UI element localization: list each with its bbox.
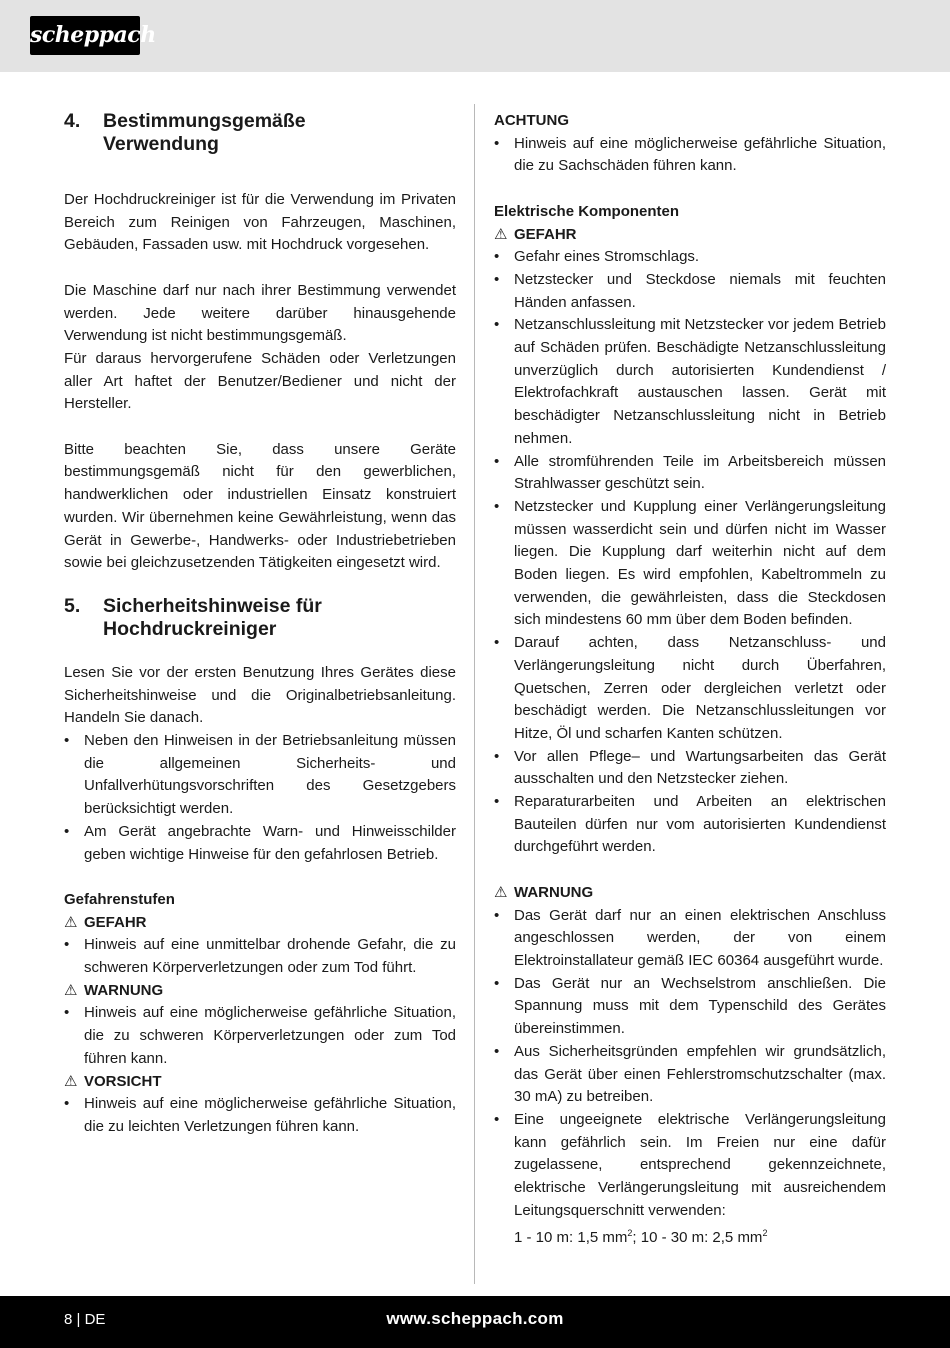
list-item: • Darauf achten, dass Netzanschluss- und Verlängerungsleitung nicht durch Überfahren, Quetschen, Zerren oder dergleichen verletzt oder beschädigt werden. Die Netzanschlussleitungen vor Hitze, Öl und scharfen Kanten schützen. [494,632,886,746]
list-item: • Vor allen Pflege– und Wartungsarbeiten das Gerät ausschalten und den Netzstecker ziehen. [494,746,886,791]
title-line: Bestimmungsgemäße [103,110,306,132]
list-item: • Gefahr eines Stromschlags. [494,246,886,269]
bullet-list [64,934,456,979]
subheading: Elektrische Komponenten [494,202,680,220]
list-item: • Am Gerät angebrachte Warn- und Hinweisschilder geben wichtige Hinweise für den gefahrlosen Betrieb. [64,821,456,866]
warning-triangle-icon: ⚠ [64,913,78,931]
label-text: WARNUNG [84,981,164,999]
list-item: • Neben den Hinweisen in der Betriebsanleitung müssen die allgemeinen Sicherheits- und Unfallverhütungsvorschriften des Gesetzgebers berücksichtigt werden. [64,730,456,821]
section-4-heading [64,110,456,156]
warnung-label [494,882,886,905]
list-item: • Netzanschlussleitung mit Netzstecker vor jedem Betrieb auf Schäden prüfen. Beschädigte Netzanschlussleitung unverzüglich durch autorisierten Kundendienst / Elektrofachkraft austauschen lassen. Gerät mit beschädigter Netzanschlussleitung nicht in Betrieb nehmen. [494,314,886,450]
list-item: • Aus Sicherheitsgründen empfehlen wir grundsätzlich, das Gerät über einen Fehlerstromschutzschalter (max. 30 mA) zu betreiben. [494,1041,886,1109]
list-item [494,1109,886,1250]
page-footer [0,1296,950,1348]
label-text: VORSICHT [84,1072,162,1090]
cable-spec-b: ; 10 - 30 m: 2,5 mm [632,1229,763,1247]
list-item-text: Eine ungeeignete elektrische Verlängerungsleitung kann gefährlich sein. Im Freien nur eine dafür zugelassene, entsprechend gekennzeichnete, elektrische Verlängerungsleitung mit ausreichendem Leitungsquerschnitt verwenden: [514,1110,886,1219]
list-item: • Hinweis auf eine unmittelbar drohende Gefahr, die zu schweren Körperverletzungen oder zum Tod führt. [64,934,456,979]
list-item: • Das Gerät darf nur an einen elektrischen Anschluss angeschlossen werden, der von einem Elektroinstallateur gemäß IEC 60364 ausgeführt wurde. [494,905,886,973]
page-number: 8 | DE [64,1311,106,1328]
brand-logo [30,16,156,55]
logo-text: scheppach [30,22,156,48]
list-item: • Alle stromführenden Teile im Arbeitsbereich müssen Strahlwasser geschützt sein. [494,451,886,496]
list-item: • Hinweis auf eine möglicherweise gefährliche Situation, die zu leichten Verletzungen führen kann. [64,1093,456,1138]
bullet-list [64,1093,456,1138]
title-line: Sicherheitshinweise für [103,594,322,617]
cable-spec-a: 1 - 10 m: 1,5 mm [514,1229,628,1247]
cable-spec [514,1229,767,1246]
section-title [103,110,456,156]
title-line: Hochdruckreiniger [103,617,277,640]
right-column [494,110,886,1250]
bullet-list [494,246,886,859]
section-number: 4. [64,110,81,132]
paragraph: Die Maschine darf nur nach ihrer Bestimmung verwendet werden. Jede weitere darüber hinausgehende Verwendung ist nicht bestimmungsgemäß. [64,281,456,345]
list-item: • Netzstecker und Steckdose niemals mit feuchten Händen anfassen. [494,269,886,314]
title-line: Verwendung [103,133,219,155]
label-text: WARNUNG [514,883,594,901]
warning-triangle-icon: ⚠ [494,883,508,901]
bullet-list [64,730,456,866]
column-divider [474,104,475,1284]
left-column [64,110,456,1139]
section-number: 5. [64,594,81,617]
label-text: GEFAHR [84,913,147,931]
vorsicht-label [64,1071,456,1094]
warning-triangle-icon: ⚠ [494,225,508,243]
warnung-label [64,980,456,1003]
bullet-list [64,1002,456,1070]
superscript: 2 [627,1228,633,1239]
list-item: • Das Gerät nur an Wechselstrom anschließen. Die Spannung muss mit dem Typenschild des Gerätes übereinstimmen. [494,973,886,1041]
website-link[interactable]: www.scheppach.com [386,1309,564,1328]
superscript: 2 [762,1228,768,1239]
gefahr-label [64,912,456,935]
list-item: • Hinweis auf eine möglicherweise gefährliche Situation, die zu schweren Körperverletzungen oder zum Tod führen kann. [64,1002,456,1070]
list-item: • Netzstecker und Kupplung einer Verlängerungsleitung müssen wasserdicht sein und dürfen nicht im Wasser liegen. Die Kupplung darf weiterhin nicht auf dem Boden liegen. Es wird empfohlen, Kabeltrommeln zu verwenden, die gewährleisten, dass die Steckdosen sich mindestens 60 mm über dem Boden befinden. [494,496,886,632]
section-5-heading [64,595,456,641]
paragraph: Für daraus hervorgerufene Schäden oder Verletzungen aller Art haftet der Benutzer/Bediener und nicht der Hersteller. [64,349,456,413]
gefahr-label [494,224,886,247]
page-header [0,0,950,72]
subheading: Gefahrenstufen [64,890,175,908]
bullet-list [494,905,886,1251]
label-text: GEFAHR [514,225,577,243]
list-item: • Hinweis auf eine möglicherweise gefährliche Situation, die zu Sachschäden führen kann. [494,133,886,178]
paragraph: Bitte beachten Sie, dass unsere Geräte bestimmungsgemäß nicht für den gewerblichen, handwerklichen oder industriellen Einsatz konstruiert wurden. Wir übernehmen keine Gewährleistung, wenn das Gerät in Gewerbe-, Handwerks- oder Industriebetrieben sowie bei gleichzusetzenden Tätigkeiten eingesetzt wird. [64,440,456,572]
section-title [103,595,456,641]
paragraph: Der Hochdruckreiniger ist für die Verwendung im Privaten Bereich zum Reinigen von Fahrzeugen, Maschinen, Gebäuden, Fassaden usw. mit Hochdruck vorgesehen. [64,191,456,254]
warning-triangle-icon: ⚠ [64,981,78,999]
paragraph: Lesen Sie vor der ersten Benutzung Ihres Gerätes diese Sicherheitshinweise und die Originalbetriebsanleitung. Handeln Sie danach. [64,663,456,727]
achtung-label: ACHTUNG [494,112,569,129]
warning-triangle-icon: ⚠ [64,1072,78,1090]
bullet-list [494,133,886,178]
list-item: • Reparaturarbeiten und Arbeiten an elektrischen Bauteilen dürfen nur vom autorisierten Kundendienst durchgeführt werden. [494,791,886,859]
